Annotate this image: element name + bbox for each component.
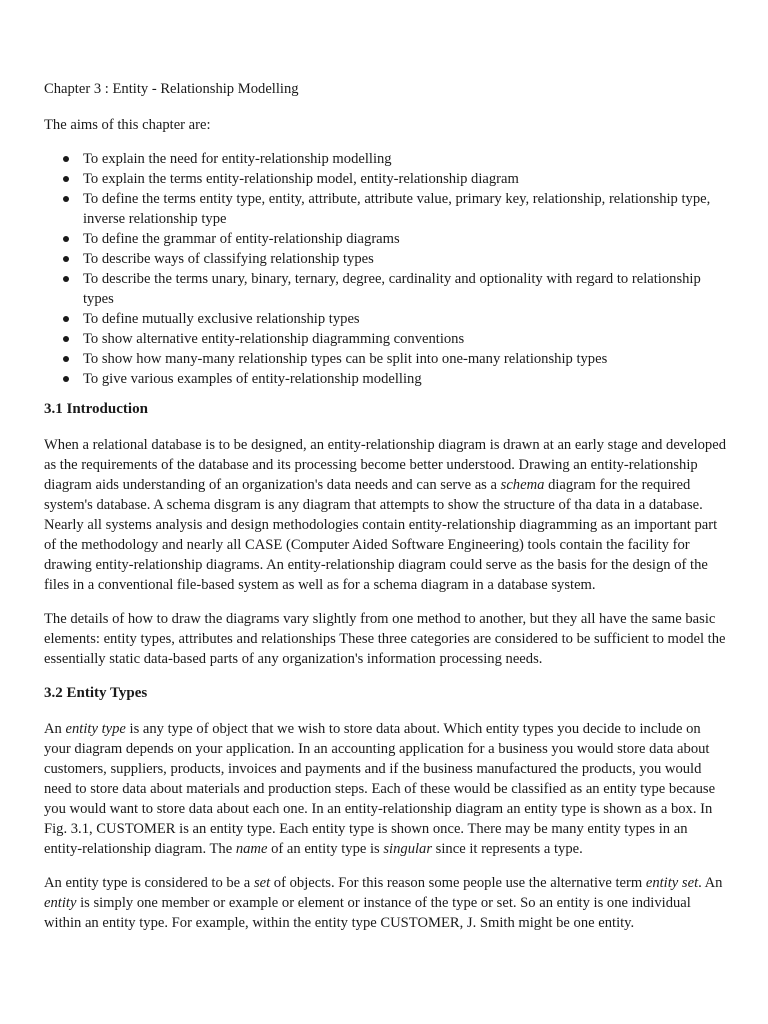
bullet-icon xyxy=(63,336,69,342)
list-item: To define the terms entity type, entity, attribute, attribute value, primary key, relationship, relationship type, inverse relationship type xyxy=(83,189,728,229)
entity-types-paragraph-2: An entity type is considered to be a set of objects. For this reason some people use the alternative term entity set. An entity is simply one member or example or element or instance of the type or set. So an entity is one individual within an entity type. For example, within the entity type CUSTOMER, J. Smith might be one entity. xyxy=(44,875,723,931)
section-heading-introduction: 3.1 Introduction xyxy=(44,401,148,417)
list-item: To describe the terms unary, binary, ternary, degree, cardinality and optionality with regard to relationship types xyxy=(83,269,728,309)
bullet-icon xyxy=(63,356,69,362)
section-heading-entity-types: 3.2 Entity Types xyxy=(44,685,148,701)
introduction-paragraph-1: When a relational database is to be designed, an entity-relationship diagram is drawn at an early stage and developed as the requirements of the database and its processing become better understood. Drawing an entity-relationship diagram aids understanding of an organization's data needs and can serve as a schema diagram for the required system's database. A schema disgram is any diagram that attempts to show the structure of tha data in a database. Nearly all systems analysis and design methodologies contain entity-relationship diagramming as an important part of the methodology and nearly all CASE (Computer Aided Software Engineering) tools contain the facility for drawing entity-relationship diagrams. An entity-relationship diagram could serve as the basis for the design of the files in a conventional file-based system as well as for a schema diagram in a database system. xyxy=(44,437,727,593)
list-item: To define mutually exclusive relationship types xyxy=(83,309,728,329)
list-item: To define the grammar of entity-relationship diagrams xyxy=(83,229,728,249)
list-item: To describe ways of classifying relationship types xyxy=(83,249,728,269)
list-item: To explain the terms entity-relationship model, entity-relationship diagram xyxy=(83,169,728,189)
bullet-icon xyxy=(63,196,69,202)
bullet-icon xyxy=(63,276,69,282)
bullet-icon xyxy=(63,176,69,182)
aims-list xyxy=(44,149,728,389)
bullet-icon xyxy=(63,376,69,382)
list-item: To show how many-many relationship types can be split into one-many relationship types xyxy=(83,349,728,369)
bullet-icon xyxy=(63,156,69,162)
introduction-paragraph-2: The details of how to draw the diagrams vary slightly from one method to another, but they all have the same basic elements: entity types, attributes and relationships These three categories are considered to be sufficient to model the essentially static data-based parts of any organization's information processing needs. xyxy=(44,611,726,667)
bullet-icon xyxy=(63,316,69,322)
bullet-icon xyxy=(63,256,69,262)
aims-intro: The aims of this chapter are: xyxy=(44,117,211,133)
list-item: To give various examples of entity-relationship modelling xyxy=(83,369,728,389)
chapter-title: Chapter 3 : Entity - Relationship Modelling xyxy=(44,81,299,97)
entity-types-paragraph-1: An entity type is any type of object that we wish to store data about. Which entity types you decide to include on your diagram depends on your application. In an accounting application for a business you would store data about customers, suppliers, products, invoices and payments and if the business manufactured the products, you would need to store data about materials and production steps. Each of these would be classified as an entity type because you would want to store data about each one. In an entity-relationship diagram an entity type is shown as a box. In Fig. 3.1, CUSTOMER is an entity type. Each entity type is shown once. There may be many entity types in an entity-relationship diagram. The name of an entity type is singular since it represents a type. xyxy=(44,721,716,857)
list-item: To explain the need for entity-relationship modelling xyxy=(83,149,728,169)
list-item: To show alternative entity-relationship diagramming conventions xyxy=(83,329,728,349)
bullet-icon xyxy=(63,236,69,242)
